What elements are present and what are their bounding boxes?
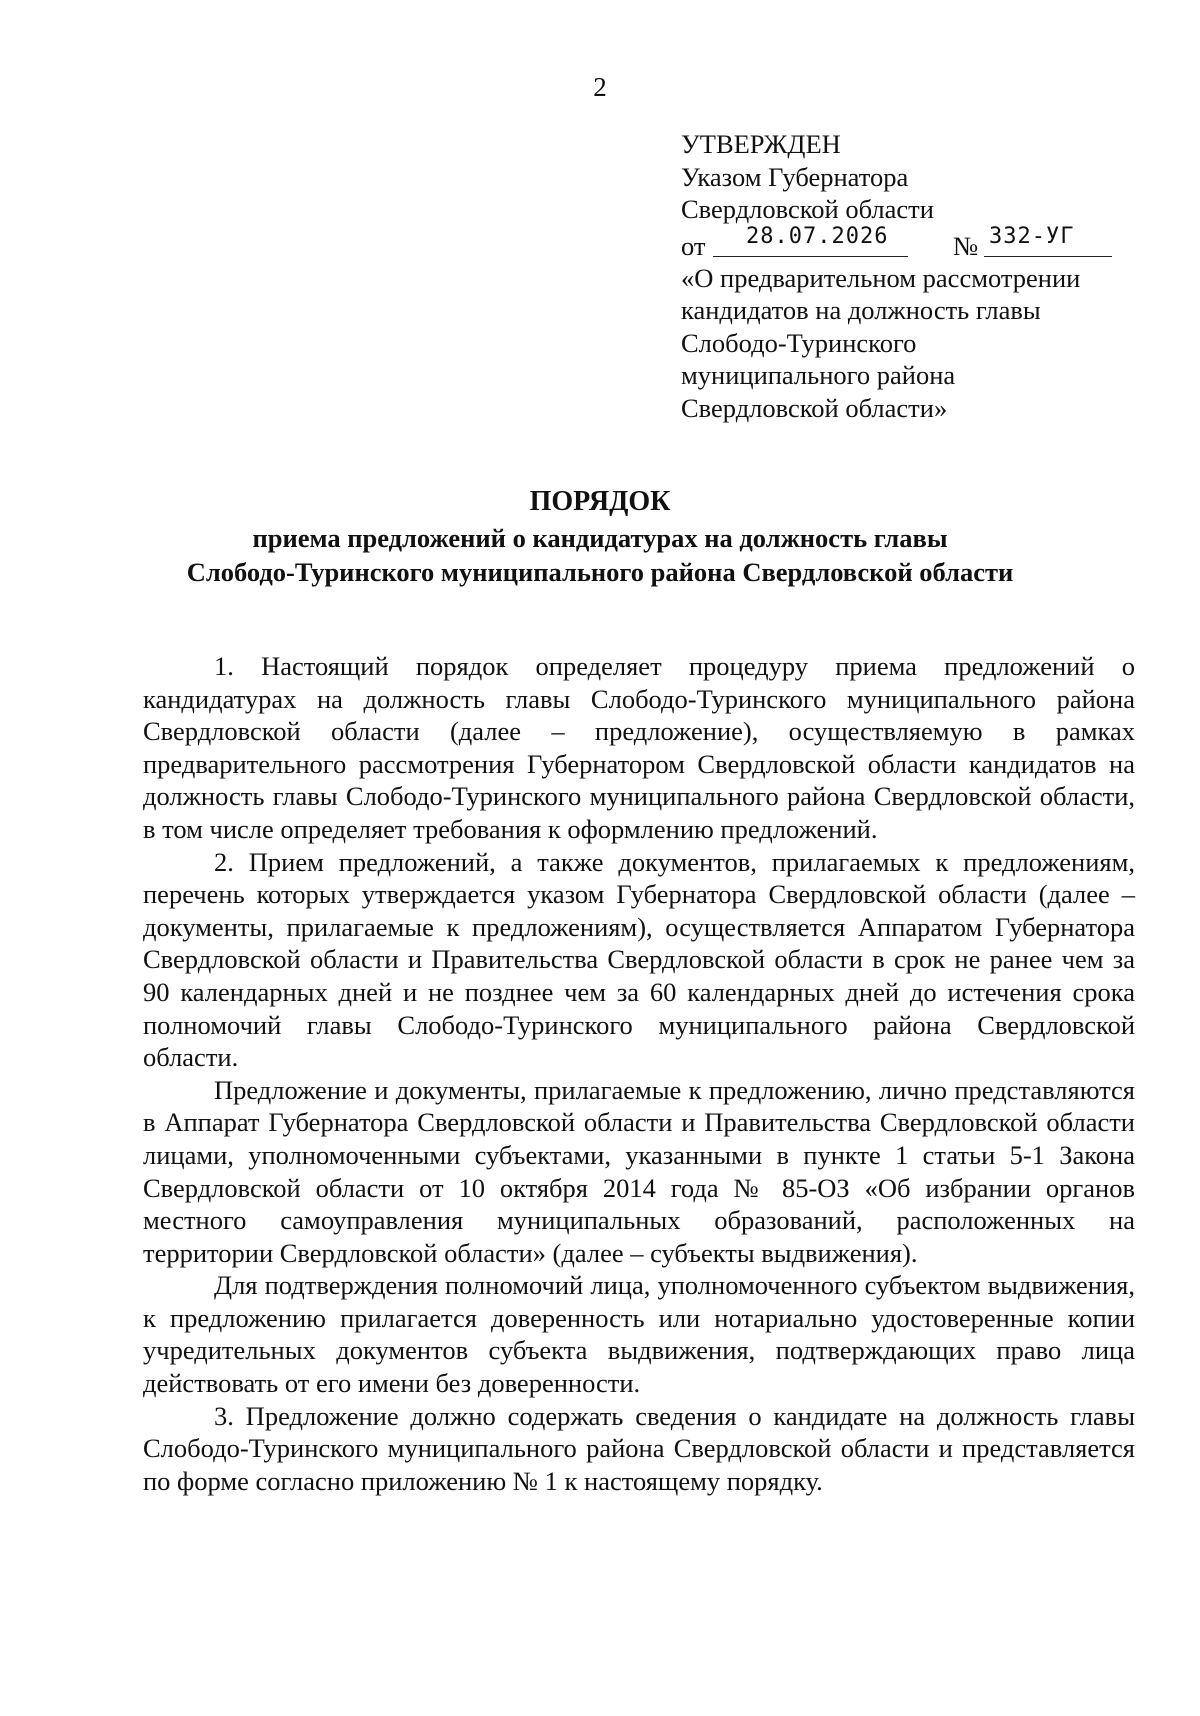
approval-status: УТВЕРЖДЕН bbox=[681, 129, 841, 159]
document-title: ПОРЯДОК bbox=[529, 486, 671, 517]
decree-title-line-2: кандидатов на должность главы bbox=[681, 295, 1041, 325]
decree-title-line-3: Слободо-Туринского bbox=[681, 327, 917, 358]
number-sign: № bbox=[953, 230, 979, 261]
document-body bbox=[143, 650, 1135, 1497]
approval-block bbox=[681, 128, 1121, 424]
document-subtitle-line-2: Слободо-Туринского муниципального района Свердловской области bbox=[186, 557, 1014, 587]
document-subtitle-line-1: приема предложений о кандидатурах на должность главы bbox=[252, 523, 948, 553]
decree-date: 28.07.2026 bbox=[746, 223, 889, 249]
approval-date-number-line bbox=[681, 223, 1121, 261]
paragraph-5: 3. Предложение должно содержать сведения о кандидате на должность главы Слободо-Туринского муниципального района Свердловской области и представляется по форме согласно приложению № 1 к настоящему порядку. bbox=[143, 1400, 1135, 1496]
paragraph-4: Для подтверждения полномочий лица, уполномоченного субъектом выдвижения, к предложению прилагается доверенность или нотариально удостоверенные копии учредительных документов субъекта выдвижения, подтверждающих право лица действовать от его имени без доверенности. bbox=[143, 1270, 1135, 1399]
decree-title-line-4: муниципального района bbox=[681, 360, 956, 390]
paragraph-1: 1. Настоящий порядок определяет процедуру приема предложений о кандидатурах на должность главы Слободо-Туринского муниципального района Свердловской области (далее – предложение), осуществляемую в рамках предварительного рассмотрения Губернатором Свердловской области кандидатов на должность главы Слободо-Туринского муниципального района Свердловской области, в том числе определяет требования к оформлению предложений. bbox=[143, 651, 1135, 844]
decree-title-line-1: «О предварительном рассмотрении bbox=[681, 262, 1081, 293]
approval-authority: Указом Губернатора bbox=[681, 161, 909, 192]
decree-title-line-5: Свердловской области» bbox=[681, 392, 948, 423]
paragraph-3: Предложение и документы, прилагаемые к предложению, лично представляются в Аппарат Губернатора Свердловской области и Правительства Свердловской области лицами, уполномоченными субъектами, указанными в пункте 1 статьи 5-1 Закона Свердловской области от 10 октября 2014 года № 85-ОЗ «Об избрании органов местного самоуправления муниципальных образований, расположенных на территории Свердловской области» (далее – субъекты выдвижения). bbox=[143, 1074, 1135, 1268]
document-heading bbox=[0, 483, 1200, 589]
approval-region: Свердловской области bbox=[681, 194, 934, 224]
paragraph-2: 2. Прием предложений, а также документов, прилагаемых к предложениям, перечень которых утверждается указом Губернатора Свердловской области (далее – документы, прилагаемые к предложениям), осуществляется Аппаратом Губернатора Свердловской области и Правительства Свердловской области в срок не ранее чем за 90 календарных дней и не позднее чем за 60 календарных дней до истечения срока полномочий главы Слободо-Туринского муниципального района Свердловской области. bbox=[143, 846, 1135, 1073]
decree-number: 332-УГ bbox=[989, 223, 1075, 249]
page-number: 2 bbox=[593, 72, 607, 102]
date-prefix: от bbox=[681, 230, 706, 261]
